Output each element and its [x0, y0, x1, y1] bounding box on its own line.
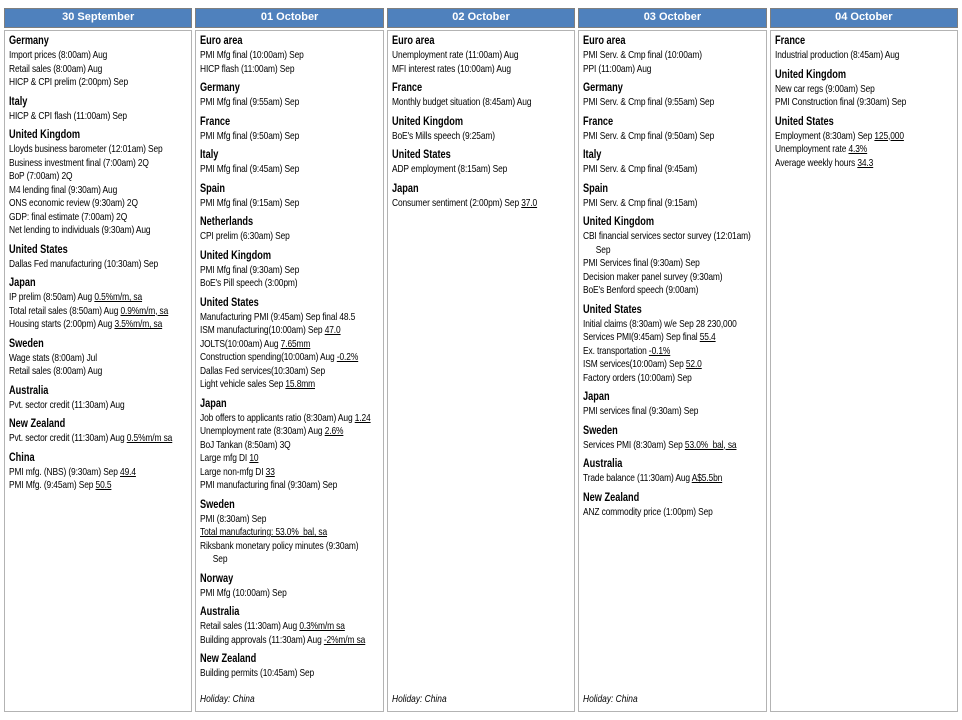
event-text: PMI Mfg (10:00am) Sep [200, 586, 288, 599]
country-heading: United Kingdom [391, 115, 463, 128]
event-item [9, 365, 188, 379]
event-text: Wage stats (8:00am) Jul [9, 351, 97, 364]
country-heading: France [200, 115, 231, 128]
event-value: 0.3%m/m sa [299, 620, 346, 632]
event-item [775, 83, 954, 97]
event-text: PMI Mfg. (9:45am) Sep [9, 479, 96, 491]
day-body [4, 30, 192, 712]
event-item [9, 197, 188, 211]
event-item [583, 318, 762, 332]
day-body [195, 30, 383, 712]
event-text: PMI services final (9:30am) Sep [583, 405, 699, 417]
event-item [583, 49, 762, 63]
event-value: 0.9%m/m, sa [120, 304, 169, 317]
country-heading: Japan [200, 397, 228, 410]
event-item [200, 130, 379, 144]
event-text: PMI Services final (9:30am) Sep [583, 257, 700, 269]
holiday-note: Holiday: China [583, 693, 638, 705]
country-heading: Spain [583, 182, 609, 195]
event-item [200, 96, 379, 110]
event-value: Total manufacturing: 53.0% bal, sa [200, 526, 328, 538]
event-item [583, 284, 762, 298]
country-heading: Sweden [9, 337, 44, 350]
event-item [583, 405, 762, 419]
country-heading: France [583, 115, 614, 128]
event-text: Ex. transportation [583, 344, 650, 357]
day-body-content [583, 33, 762, 707]
event-text: Initial claims (8:30am) w/e Sep 28 230,000 [583, 317, 737, 330]
event-text: Dallas Fed services(10:30am) Sep [200, 364, 326, 377]
event-text: Pvt. sector credit (11:30am) Aug [9, 398, 125, 411]
event-value: 1.24 [355, 411, 372, 424]
event-text: PMI Mfg final (9:50am) Sep [200, 129, 300, 142]
event-item [392, 96, 571, 110]
event-item [775, 143, 954, 157]
event-item [9, 63, 188, 77]
event-text: PMI Construction final (9:30am) Sep [774, 96, 906, 108]
event-item [9, 49, 188, 63]
event-text: PMI Mfg final (9:15am) Sep [200, 196, 300, 209]
event-item [9, 479, 188, 493]
event-text: Services PMI (8:30am) Sep [583, 438, 686, 451]
event-value: 4.3% [848, 143, 867, 155]
event-value: 37.0 [521, 196, 537, 209]
event-item [200, 620, 379, 634]
event-item [200, 49, 379, 63]
event-text: PMI Serv. & Cmp final (9:55am) Sep [583, 96, 715, 108]
event-item [200, 378, 379, 392]
event-text: BoP (7:00am) 2Q [9, 170, 73, 182]
event-text: ISM services(10:00am) Sep [583, 358, 687, 370]
event-text: New car regs (9:00am) Sep [774, 82, 875, 95]
event-value: -0.2% [337, 351, 359, 363]
event-text: Import prices (8:00am) Aug [9, 49, 108, 61]
event-value: 34.3 [856, 156, 873, 169]
event-item [9, 305, 188, 319]
event-text: Riksbank monetary policy minutes (9:30am) [200, 539, 359, 552]
event-item [775, 130, 954, 144]
event-text: MFI interest rates (10:00am) Aug [391, 62, 511, 75]
day-body [770, 30, 958, 712]
event-text: CBI financial services sector survey (12:01am) [583, 230, 751, 242]
event-item [9, 399, 188, 413]
country-heading: Spain [200, 182, 226, 195]
country-heading: Australia [9, 384, 49, 397]
event-text: PMI (8:30am) Sep [200, 512, 267, 525]
event-text: PMI manufacturing final (9:30am) Sep [200, 479, 338, 491]
event-text: Decision maker panel survey (9:30am) [583, 270, 723, 283]
event-item [583, 130, 762, 144]
event-value: 53.0% bal, sa [685, 438, 737, 451]
event-text: Retail sales (8:00am) Aug [9, 365, 103, 377]
day-body-content [200, 33, 379, 707]
country-heading: New Zealand [200, 653, 257, 665]
event-item [200, 553, 379, 567]
event-item [392, 63, 571, 77]
event-value: 50.5 [95, 479, 112, 491]
country-heading: Italy [9, 95, 28, 108]
event-item [200, 667, 379, 681]
event-text: PMI Mfg final (9:45am) Sep [200, 163, 300, 175]
event-text: CPI prelim (6:30am) Sep [200, 230, 291, 242]
event-value: 0.5%m/m, sa [94, 291, 143, 303]
country-heading: France [391, 82, 422, 94]
country-heading: Italy [583, 149, 602, 161]
event-text: Unemployment rate [774, 143, 849, 155]
event-text: M4 lending final (9:30am) Aug [9, 183, 118, 196]
event-item [9, 432, 188, 446]
day-header: 03 October [578, 8, 766, 28]
event-value: 15.8mm [285, 378, 316, 390]
event-text: HICP flash (11:00am) Sep [200, 62, 295, 75]
event-item [583, 472, 762, 486]
holiday-note: Holiday: China [200, 693, 256, 705]
event-text: Dallas Fed manufacturing (10:30am) Sep [9, 257, 159, 270]
event-value: 33 [266, 465, 276, 478]
event-item [200, 338, 379, 352]
event-item [9, 211, 188, 225]
event-text: Services PMI(9:45am) Sep final [583, 331, 700, 343]
event-text: Building permits (10:45am) Sep [200, 667, 315, 679]
event-item [200, 513, 379, 527]
event-text: Industrial production (8:45am) Aug [774, 49, 899, 61]
event-item [200, 230, 379, 244]
event-item [200, 351, 379, 365]
event-text: Average weekly hours [774, 156, 857, 169]
event-value: A$5.5bn [691, 472, 723, 484]
holiday-note: Holiday: China [391, 693, 447, 705]
country-heading: Euro area [391, 35, 435, 47]
event-item [583, 244, 762, 258]
country-heading: Sweden [200, 498, 236, 511]
event-value: 47.0 [325, 324, 341, 336]
event-text: Light vehicle sales Sep [200, 378, 286, 390]
event-item [9, 76, 188, 90]
event-text: BoE's Pill speech (3:00pm) [200, 277, 298, 289]
day-body-content [9, 33, 188, 707]
country-heading: France [774, 35, 805, 47]
event-text: Unemployment rate (11:00am) Aug [391, 49, 519, 61]
event-item [200, 466, 379, 480]
event-item [9, 352, 188, 366]
event-item [775, 157, 954, 171]
event-item [392, 130, 571, 144]
event-text: Monthly budget situation (8:45am) Aug [391, 96, 532, 108]
day-column-3 [578, 8, 766, 712]
day-body [578, 30, 766, 712]
event-item [200, 365, 379, 379]
event-item [9, 170, 188, 184]
day-body-content [775, 33, 954, 707]
day-body-content [392, 33, 571, 707]
country-heading: China [9, 451, 35, 464]
event-text: Retail sales (11:30am) Aug [200, 620, 300, 632]
event-value: 2.6% [325, 425, 344, 437]
event-value: 0.5%m/m sa [126, 432, 173, 444]
event-text: Factory orders (10:00am) Sep [583, 371, 692, 384]
event-text: Total retail sales (8:50am) Aug [9, 304, 121, 317]
event-item [583, 96, 762, 110]
country-heading: United States [391, 149, 451, 161]
event-item [583, 506, 762, 520]
event-item [9, 110, 188, 124]
day-column-1 [195, 8, 383, 712]
event-text: PMI Mfg final (9:55am) Sep [200, 96, 300, 108]
event-text: Consumer sentiment (2:00pm) Sep [391, 196, 522, 209]
event-item [583, 439, 762, 453]
event-item [9, 224, 188, 238]
event-item [775, 49, 954, 63]
country-heading: Australia [200, 606, 240, 618]
country-heading: United Kingdom [200, 249, 272, 262]
day-header: 02 October [387, 8, 575, 28]
country-heading: Netherlands [200, 216, 254, 228]
day-header: 01 October [195, 8, 383, 28]
country-heading: United Kingdom [9, 129, 81, 141]
event-text: Sep [213, 553, 228, 565]
event-item [200, 634, 379, 648]
event-value: 55.4 [699, 331, 716, 343]
event-text: Construction spending(10:00am) Aug [200, 351, 338, 363]
country-heading: United Kingdom [774, 68, 846, 81]
event-item [200, 163, 379, 177]
event-text: Unemployment rate (8:30am) Aug [200, 425, 326, 437]
event-text: Business investment final (7:00am) 2Q [9, 156, 149, 169]
event-text: Large non-mfg DI [200, 465, 267, 478]
event-item [392, 49, 571, 63]
event-item [200, 587, 379, 601]
country-heading: Germany [583, 82, 624, 94]
event-item [200, 540, 379, 554]
event-text: PPI (11:00am) Aug [583, 62, 652, 75]
event-item [9, 143, 188, 157]
country-heading: Germany [200, 82, 241, 94]
event-item [392, 197, 571, 211]
country-heading: Euro area [200, 35, 243, 47]
event-item [200, 63, 379, 77]
event-text: ISM manufacturing(10:00am) Sep [200, 324, 326, 336]
event-item [583, 345, 762, 359]
event-text: Building approvals (11:30am) Aug [200, 633, 325, 646]
country-heading: Italy [200, 149, 219, 161]
event-item [392, 163, 571, 177]
country-heading: United Kingdom [583, 216, 655, 228]
country-heading: United States [583, 303, 643, 316]
event-text: PMI Serv. & Cmp final (10:00am) [583, 49, 703, 61]
country-heading: New Zealand [583, 491, 640, 504]
event-text: GDP: final estimate (7:00am) 2Q [9, 210, 128, 223]
event-item [200, 197, 379, 211]
event-item [200, 277, 379, 291]
day-header: 04 October [770, 8, 958, 28]
event-value: 52.0 [686, 358, 702, 370]
event-item [583, 271, 762, 285]
event-item [583, 163, 762, 177]
event-text: BoE's Benford speech (9:00am) [583, 284, 699, 296]
event-item [583, 257, 762, 271]
weekly-economic-calendar [4, 8, 958, 712]
event-text: Housing starts (2:00pm) Aug [9, 318, 115, 330]
event-text: PMI Serv. & Cmp final (9:50am) Sep [583, 129, 715, 142]
event-text: HICP & CPI prelim (2:00pm) Sep [9, 76, 129, 88]
country-heading: Japan [583, 391, 610, 403]
event-item [200, 479, 379, 493]
event-text: JOLTS(10:00am) Aug [200, 337, 282, 350]
country-heading: United States [774, 115, 834, 128]
event-item [200, 324, 379, 338]
event-text: Pvt. sector credit (11:30am) Aug [9, 432, 127, 444]
event-item [9, 318, 188, 332]
event-item [200, 452, 379, 466]
country-heading: Australia [583, 458, 623, 470]
event-item [583, 230, 762, 244]
event-item [775, 96, 954, 110]
event-item [583, 358, 762, 372]
country-heading: Japan [9, 277, 36, 289]
country-heading: Sweden [583, 424, 618, 437]
day-header: 30 September [4, 8, 192, 28]
event-value: 10 [249, 452, 259, 464]
event-text: Large mfg DI [200, 452, 250, 464]
day-column-0 [4, 8, 192, 712]
event-value: 3.5%m/m, sa [114, 318, 163, 330]
event-text: ANZ commodity price (1:00pm) Sep [583, 505, 713, 518]
day-column-2 [387, 8, 575, 712]
event-value: 7.65mm [281, 337, 311, 350]
event-item [200, 526, 379, 540]
event-item [9, 466, 188, 480]
event-text: PMI Mfg final (10:00am) Sep [200, 49, 305, 61]
event-item [9, 184, 188, 198]
event-text: ADP employment (8:15am) Sep [391, 163, 508, 175]
day-body [387, 30, 575, 712]
event-value: 125,000 [874, 129, 904, 142]
country-heading: United States [9, 243, 68, 256]
event-text: PMI Mfg final (9:30am) Sep [200, 263, 300, 276]
event-value: 49.4 [120, 465, 136, 478]
event-item [583, 331, 762, 345]
event-item [200, 425, 379, 439]
event-text: Lloyds business barometer (12:01am) Sep [9, 143, 163, 155]
event-item [583, 197, 762, 211]
country-heading: Norway [200, 572, 234, 585]
event-text: Net lending to individuals (9:30am) Aug [9, 224, 151, 236]
event-text: Manufacturing PMI (9:45am) Sep final 48.5 [200, 310, 356, 323]
event-text: HICP & CPI flash (11:00am) Sep [9, 109, 127, 122]
event-value: -0.1% [649, 344, 671, 357]
event-text: ONS economic review (9:30am) 2Q [9, 197, 138, 209]
country-heading: Germany [9, 35, 49, 47]
event-item [200, 439, 379, 453]
event-text: Sep [596, 243, 611, 256]
event-text: PMI Serv. & Cmp final (9:45am) [583, 163, 698, 175]
event-text: Job offers to applicants ratio (8:30am) Aug [200, 411, 356, 424]
event-text: PMI mfg. (NBS) (9:30am) Sep [9, 465, 121, 478]
event-text: BoJ Tankan (8:50am) 3Q [200, 438, 292, 451]
event-text: PMI Serv. & Cmp final (9:15am) [583, 196, 698, 209]
event-text: BoE's Mills speech (9:25am) [391, 129, 495, 142]
country-heading: United States [200, 296, 260, 309]
event-text: Employment (8:30am) Sep [774, 129, 874, 142]
event-item [200, 264, 379, 278]
event-item [200, 412, 379, 426]
country-heading: Japan [391, 182, 419, 195]
event-item [9, 157, 188, 171]
event-text: Retail sales (8:00am) Aug [9, 62, 103, 75]
country-heading: Euro area [583, 35, 626, 47]
event-text: IP prelim (8:50am) Aug [9, 291, 95, 303]
event-item [200, 311, 379, 325]
event-item [583, 372, 762, 386]
event-value: -2%m/m sa [324, 633, 366, 646]
event-text: Trade balance (11:30am) Aug [583, 472, 692, 484]
event-item [9, 291, 188, 305]
event-item [583, 63, 762, 77]
event-item [9, 258, 188, 272]
day-column-4 [770, 8, 958, 712]
country-heading: New Zealand [9, 418, 66, 430]
